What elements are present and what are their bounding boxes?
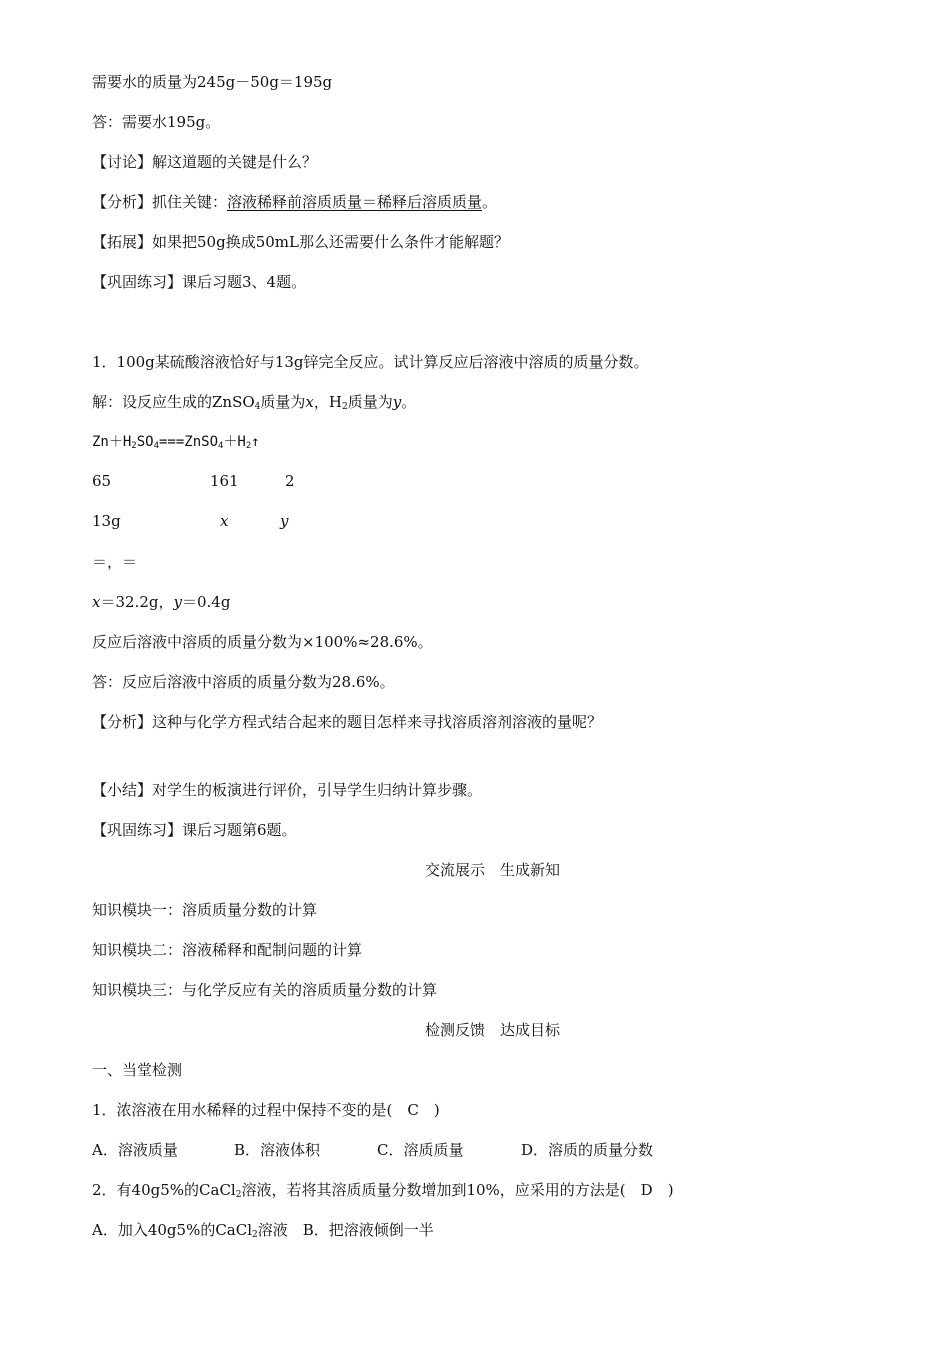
subscript: 2 (341, 402, 348, 412)
analysis-label: 【分析】抓住关键： (92, 193, 228, 211)
variable-y: y (280, 512, 289, 530)
text: ，H (313, 393, 342, 411)
chemical-equation (92, 432, 260, 456)
subsection-title: 一、当堂检测 (92, 1061, 183, 1079)
variable-y: y (173, 593, 182, 611)
extension-line: 【拓展】如果把50g换成50mL那么还需要什么条件才能解题？ (92, 233, 509, 251)
text: SO (136, 434, 154, 450)
text: 。 (401, 393, 417, 411)
key-point-underlined: 溶液稀释前溶质质量＝稀释后溶质质量 (227, 193, 483, 211)
subscript: 2 (131, 441, 137, 451)
practice-line: 【巩固练习】课后习题第6题。 (92, 821, 297, 839)
ratio-value: 161 (210, 472, 239, 490)
answer-line: 答：需要水195g。 (92, 113, 221, 131)
module-3: 知识模块三：与化学反应有关的溶质质量分数的计算 (92, 981, 438, 999)
subscript: 2 (245, 441, 252, 451)
text: 溶液，若将其溶质质量分数增加到10%，应采用的方法是( D ) (241, 1181, 674, 1199)
module-1: 知识模块一：溶质质量分数的计算 (92, 901, 318, 919)
discussion-line: 【讨论】解这道题的关键是什么？ (92, 153, 318, 171)
option-d: D．溶质的质量分数 (521, 1141, 654, 1159)
subscript: 2 (252, 1230, 258, 1240)
result-line (92, 592, 230, 612)
variable-y: y (392, 393, 402, 411)
variable-x: x (92, 593, 101, 611)
problem-1: 1．100g某硫酸溶液恰好与13g锌完全反应。试计算反应后溶液中溶质的质量分数。 (92, 353, 649, 371)
fraction-line: 反应后溶液中溶质的质量分数为×100%≈28.6%。 (92, 633, 433, 651)
text: 解：设反应生成的ZnSO (92, 393, 255, 411)
section-heading: 交流展示 生成新知 (424, 861, 560, 879)
text: 溶液 B．把溶液倾倒一半 (257, 1221, 434, 1239)
analysis-line (92, 192, 497, 212)
subscript: 2 (235, 1190, 242, 1200)
text: 2．有40g5%的CaCl (92, 1181, 236, 1199)
section-heading: 检测反馈 达成目标 (424, 1021, 560, 1039)
question-1: 1．浓溶液在用水稀释的过程中保持不变的是( C ) (92, 1101, 440, 1119)
option-a: A．溶液质量 (92, 1141, 178, 1159)
text-line: 需要水的质量为245g－50g＝195g (92, 73, 333, 91)
question-2-options (92, 1220, 434, 1245)
text: 质量为 (347, 393, 393, 411)
answer-line: 答：反应后溶液中溶质的质量分数为28.6%。 (92, 673, 395, 691)
subscript: 4 (218, 441, 224, 451)
text: Zn＋H (92, 434, 132, 450)
module-2: 知识模块二：溶液稀释和配制问题的计算 (92, 941, 363, 959)
option-b: B．溶液体积 (234, 1141, 321, 1159)
question-2 (92, 1180, 674, 1205)
practice-line: 【巩固练习】课后习题3、4题。 (92, 273, 307, 291)
analysis-line: 【分析】这种与化学方程式结合起来的题目怎样来寻找溶质溶剂溶液的量呢？ (92, 713, 603, 731)
text: ↑ (251, 434, 260, 450)
text: ===ZnSO (159, 434, 219, 450)
text: 质量为 (260, 393, 306, 411)
subscript: 4 (254, 402, 261, 412)
subscript: 4 (153, 441, 159, 451)
text: ＝32.2g， (100, 593, 174, 611)
text: ＋H (223, 434, 246, 450)
ratio-value: 13g (92, 512, 121, 530)
variable-x: x (305, 393, 314, 411)
text: ＝0.4g (181, 593, 231, 611)
variable-x: x (220, 512, 229, 530)
text: A．加入40g5%的CaCl (92, 1221, 253, 1239)
proportion-line: ＝，＝ (92, 553, 138, 571)
option-c: C．溶质质量 (377, 1141, 464, 1159)
solution-setup (92, 392, 416, 417)
ratio-value: 2 (285, 472, 295, 490)
ratio-value: 65 (92, 472, 112, 490)
summary-line: 【小结】对学生的板演进行评价，引导学生归纳计算步骤。 (92, 781, 483, 799)
period: 。 (482, 193, 498, 211)
